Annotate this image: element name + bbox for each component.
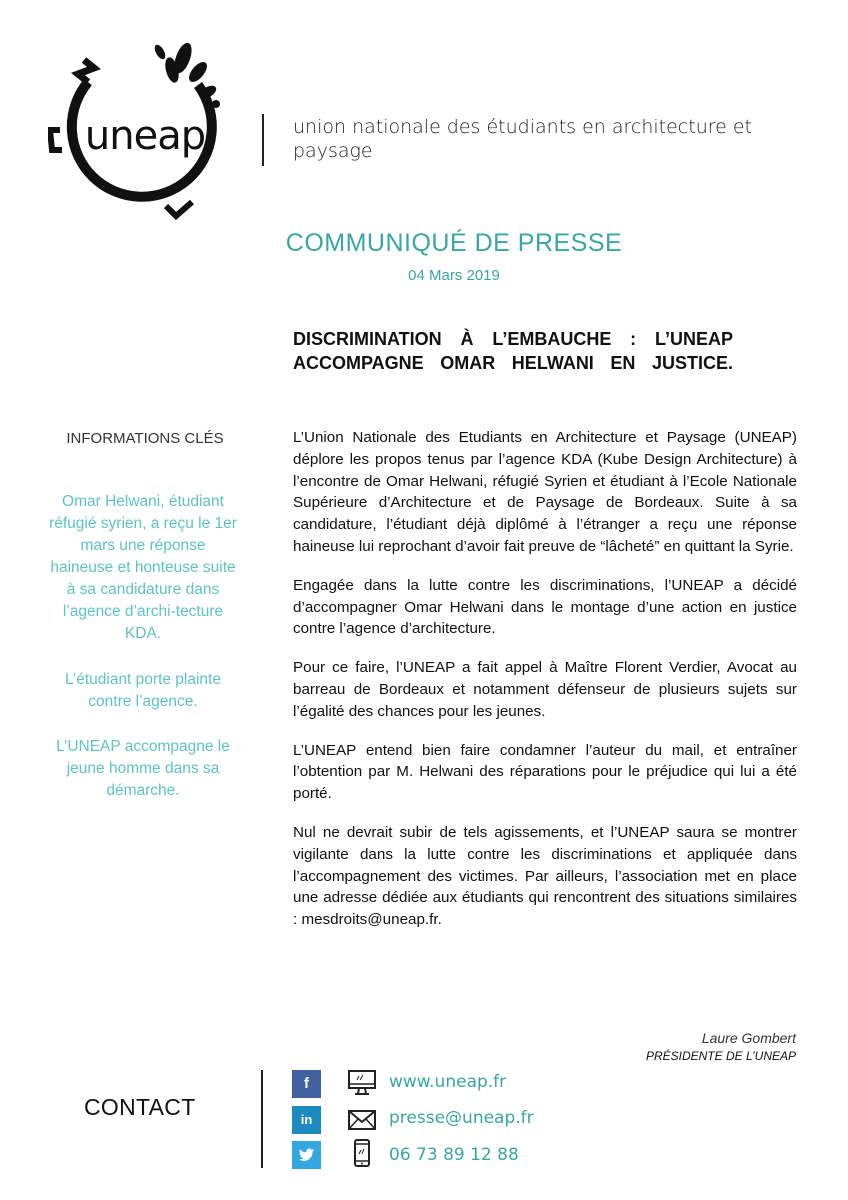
facebook-glyph: f	[304, 1075, 309, 1092]
phone-number[interactable]: 06 73 89 12 88	[389, 1145, 519, 1165]
logo-wordmark: uneap	[84, 113, 206, 159]
email-link[interactable]: presse@uneap.fr	[389, 1108, 534, 1128]
contact-divider	[261, 1070, 263, 1168]
sidebar-key-info-3: L’UNEAP accompagne le jeune homme dans sa démarche.	[56, 738, 230, 799]
body-paragraph-1: L’Union Nationale des Etudiants en Architecture et Paysage (UNEAP) déplore les propos tenus par l’agence KDA (Kube Design Architecture) à l’encontre de Omar Helwani, réfugié Syrien et étudiant à l’Ecole Nationale Supérieure d’Architecture et de Paysage de Bordeaux. Suite à sa candidature, l’étudiant déjà diplômé à l’étranger a reçu une réponse haineuse lui reprochant d’avoir fait preuve de “lâcheté” en quittant la Syrie.	[293, 429, 797, 555]
linkedin-icon[interactable]	[292, 1106, 321, 1134]
website-link[interactable]: www.uneap.fr	[389, 1072, 507, 1092]
body-paragraph-4: L’UNEAP entend bien faire condamner l’auteur du mail, et entraîner l’obtention par M. Helwani des réparations pour le préjudice qui lui a été porté.	[293, 741, 797, 803]
contact-heading: CONTACT	[84, 1094, 196, 1120]
body-paragraph-3: Pour ce faire, l’UNEAP a fait appel à Maître Florent Verdier, Avocat au barreau de Bordeaux et notamment défenseur de plusieurs sujets sur l’égalité des chances pour les jeunes.	[293, 659, 797, 720]
linkedin-glyph: in	[300, 1112, 313, 1127]
body-paragraph-5: Nul ne devrait subir de tels agissements, et l’UNEAP saura se montrer vigilante dans la lutte contre les discriminations et appliquée dans l’accompagnement des victimes. Par ailleurs, l’association met en place une adresse dédiée aux étudiants qui rencontrent des situations similaires : mesdroits@uneap.fr.	[293, 823, 797, 929]
phone-icon	[346, 1139, 378, 1167]
header-divider	[262, 114, 264, 166]
sidebar-title: INFORMATIONS CLÉS	[66, 430, 224, 447]
article-body	[293, 427, 797, 948]
signatory-name: Laure Gombert	[701, 1030, 796, 1046]
twitter-icon[interactable]	[292, 1141, 321, 1169]
envelope-icon	[346, 1106, 378, 1134]
signatory-title: PRÉSIDENTE DE L’UNEAP	[645, 1049, 796, 1063]
twitter-bird	[292, 1141, 321, 1169]
computer-icon	[346, 1069, 378, 1097]
press-release-title: COMMUNIQUÉ DE PRESSE	[285, 229, 623, 257]
organization-name: union nationale des étudiants en architecture et paysage	[293, 116, 752, 162]
sidebar-key-info-1: Omar Helwani, étudiant réfugié syrien, a reçu le 1er mars une réponse haineuse et honteuse suite à sa candidature dans l’agence d’archi-tecture KDA.	[49, 493, 237, 642]
sidebar-key-info-2: L’étudiant porte plainte contre l’agence.	[65, 671, 221, 710]
press-release-date: 04 Mars 2019	[408, 267, 500, 284]
facebook-icon[interactable]	[292, 1070, 321, 1098]
body-paragraph-2: Engagée dans la lutte contre les discriminations, l’UNEAP a décidé d’accompagner Omar Helwani dans le montage d’une action en justice contre l’agence d’architecture.	[293, 576, 797, 638]
headline: DISCRIMINATION À L’EMBAUCHE : L’UNEAP ACCOMPAGNE OMAR HELWANI EN JUSTICE.	[293, 329, 733, 373]
